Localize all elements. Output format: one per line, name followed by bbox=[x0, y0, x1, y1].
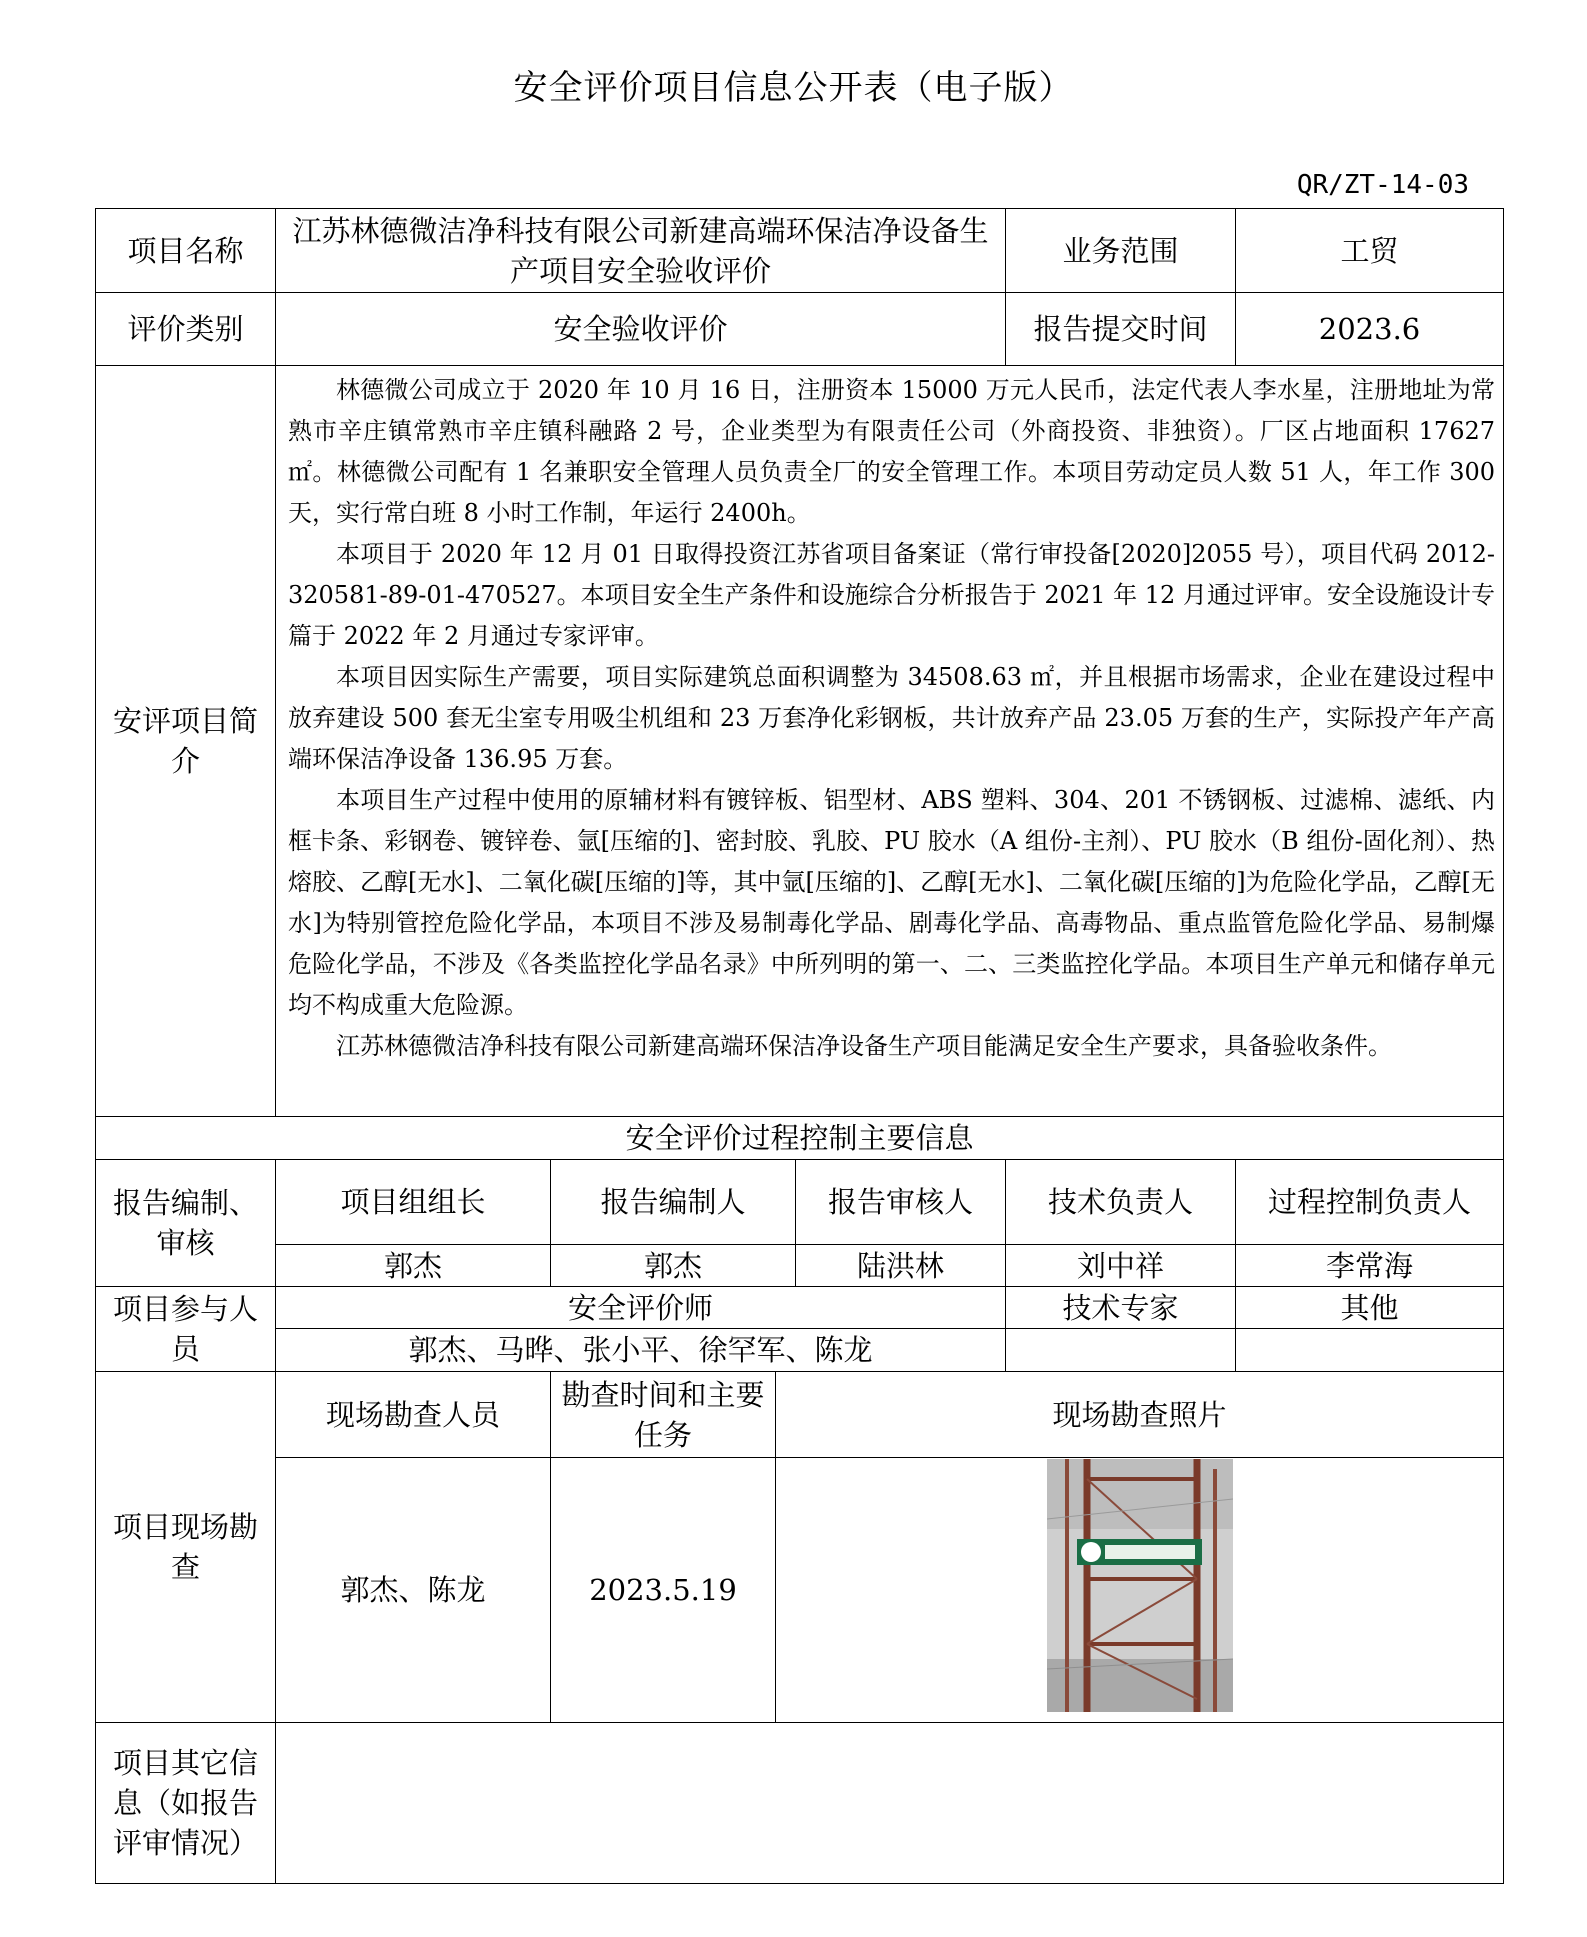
project-name-label: 项目名称 bbox=[96, 209, 276, 293]
intro-paragraph: 本项目于 2020 年 12 月 01 日取得投资江苏省项目备案证（常行审投备[2020]2055 号），项目代码 2012-320581-89-01-470527。本项目安全生产条件和设施综合分析报告于 2021 年 12 月通过评审。安全设施设计专篇于 2022 年 2 月通过专家评审。 bbox=[288, 539, 1496, 650]
compile-review-label: 报告编制、审核 bbox=[96, 1159, 276, 1287]
scope-value: 工贸 bbox=[1236, 209, 1504, 293]
category-value: 安全验收评价 bbox=[276, 293, 1006, 365]
value-report-author: 郭杰 bbox=[551, 1244, 796, 1286]
participants-label: 项目参与人员 bbox=[96, 1287, 276, 1372]
submit-time-label: 报告提交时间 bbox=[1006, 293, 1236, 365]
form-code: QR/ZT-14-03 bbox=[1296, 170, 1469, 200]
intro-paragraph: 本项目因实际生产需要，项目实际建筑总面积调整为 34508.63 ㎡，并且根据市场需求，企业在建设过程中放弃建设 500 套无尘室专用吸尘机组和 23 万套净化彩钢板，共计放弃产品 23.05 万套的生产，实际投产年产高端环保洁净设备 136.95 万套。 bbox=[288, 662, 1496, 773]
value-report-reviewer: 陆洪林 bbox=[796, 1244, 1006, 1286]
survey-photo-header: 现场勘查照片 bbox=[776, 1372, 1504, 1457]
scope-label: 业务范围 bbox=[1006, 209, 1236, 293]
process-section-title: 安全评价过程控制主要信息 bbox=[96, 1117, 1504, 1159]
evaluator-names: 郭杰、马晔、张小平、徐罕军、陈龙 bbox=[276, 1329, 1006, 1372]
intro-content bbox=[276, 365, 1504, 1117]
site-photo bbox=[1047, 1459, 1233, 1712]
page-title: 安全评价项目信息公开表（电子版） bbox=[513, 68, 1074, 108]
intro-paragraph: 江苏林德微洁净科技有限公司新建高端环保洁净设备生产项目能满足安全生产要求，具备验收条件。 bbox=[336, 1031, 1392, 1060]
survey-time-header: 勘查时间和主要任务 bbox=[551, 1372, 776, 1457]
intro-paragraph: 本项目生产过程中使用的原辅材料有镀锌板、铝型材、ABS 塑料、304、201 不锈钢板、过滤棉、滤纸、内框卡条、彩钢卷、镀锌卷、氩[压缩的]、密封胶、乳胶、PU 胶水（A 组份-主剂）、PU 胶水（B 组份-固化剂）、热熔胶、乙醇[无水]、二氧化碳[压缩的]等，其中氩[压缩的]、乙醇[无水]、二氧化碳[压缩的]为危险化学品，乙醇[无水]为特别管控危险化学品，本项目不涉及易制毒化学品、剧毒化学品、高毒物品、重点监管危险化学品、易制爆危险化学品，不涉及《各类监控化学品名录》中所列明的第一、二、三类监控化学品。本项目生产单元和储存单元均不构成重大危险源。 bbox=[288, 785, 1496, 1019]
other-info-label: 项目其它信息（如报告评审情况） bbox=[96, 1723, 276, 1884]
site-survey-label: 项目现场勘查 bbox=[96, 1372, 276, 1723]
intro-label: 安评项目简介 bbox=[96, 365, 276, 1117]
header-process-controller: 过程控制负责人 bbox=[1236, 1159, 1504, 1244]
expert-header: 技术专家 bbox=[1006, 1287, 1236, 1329]
survey-photo-cell bbox=[776, 1457, 1504, 1722]
value-tech-lead: 刘中祥 bbox=[1006, 1244, 1236, 1286]
header-report-author: 报告编制人 bbox=[551, 1159, 796, 1244]
project-name-value: 江苏林德微洁净科技有限公司新建高端环保洁净设备生产项目安全验收评价 bbox=[276, 209, 1006, 293]
expert-names bbox=[1006, 1329, 1236, 1372]
survey-time-value: 2023.5.19 bbox=[551, 1457, 776, 1722]
value-team-leader: 郭杰 bbox=[276, 1244, 551, 1286]
evaluator-header: 安全评价师 bbox=[276, 1287, 1006, 1329]
intro-paragraph: 林德微公司成立于 2020 年 10 月 16 日，注册资本 15000 万元人民币，法定代表人李水星，注册地址为常熟市辛庄镇常熟市辛庄镇科融路 2 号，企业类型为有限责任公司（外商投资、非独资）。厂区占地面积 17627 ㎡。林德微公司配有 1 名兼职安全管理人员负责全厂的安全管理工作。本项目劳动定员人数 51 人，年工作 300 天，实行常白班 8 小时工作制，年运行 2400h。 bbox=[288, 375, 1496, 527]
category-label: 评价类别 bbox=[96, 293, 276, 365]
value-process-controller: 李常海 bbox=[1236, 1244, 1504, 1286]
warehouse-rack-photo-icon bbox=[1047, 1459, 1233, 1712]
submit-time-value: 2023.6 bbox=[1236, 293, 1504, 365]
other-info-value bbox=[276, 1723, 1504, 1884]
survey-staff-header: 现场勘查人员 bbox=[276, 1372, 551, 1457]
other-header: 其他 bbox=[1236, 1287, 1504, 1329]
info-table bbox=[95, 208, 1504, 1884]
header-team-leader: 项目组组长 bbox=[276, 1159, 551, 1244]
header-report-reviewer: 报告审核人 bbox=[796, 1159, 1006, 1244]
header-tech-lead: 技术负责人 bbox=[1006, 1159, 1236, 1244]
other-names bbox=[1236, 1329, 1504, 1372]
survey-staff-value: 郭杰、陈龙 bbox=[276, 1457, 551, 1722]
